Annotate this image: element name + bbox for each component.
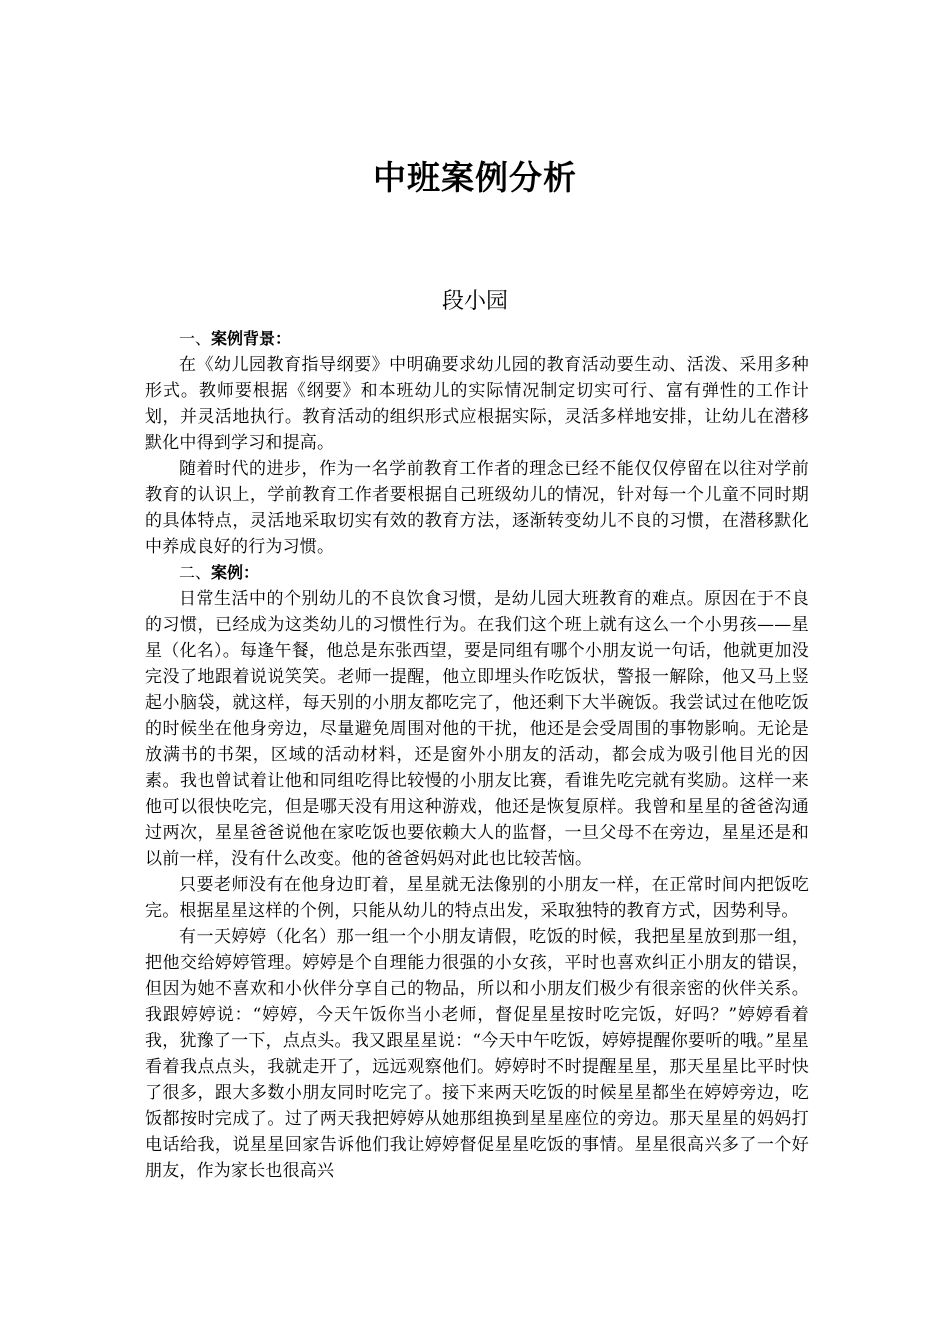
section-heading-label: 案例：	[211, 563, 260, 582]
paragraph: 随着时代的进步，作为一名学前教育工作者的理念已经不能仅仅停留在以往对学前教育的认识上，学前教育工作者要根据自己班级幼儿的情况，针对每一个儿童不同时期的具体特点，灵活地采取切实有效的教育方法，逐渐转变幼儿不良的习惯，在潜移默化中养成良好的行为习惯。	[145, 459, 809, 557]
document-author: 段小园	[441, 289, 508, 314]
section-background	[145, 326, 809, 560]
section-heading	[145, 326, 809, 352]
section-case	[145, 560, 809, 1184]
section-number: 二、	[179, 563, 212, 582]
paragraph: 有一天婷婷（化名）那一组一个小朋友请假，吃饭的时候，我把星星放到那一组，把他交给婷婷管理。婷婷是个自理能力很强的小女孩，平时也喜欢纠正小朋友的错误，但因为她不喜欢和小伙伴分享自己的物品，所以和小朋友们极少有很亲密的伙伴关系。我跟婷婷说：“婷婷，今天午饭你当小老师，督促星星按时吃完饭，好吗？”婷婷看着我，犹豫了一下，点点头。我又跟星星说：“今天中午吃饭，婷婷提醒你要听的哦。”星星看着我点点头，我就走开了，远远观察他们。婷婷时不时提醒星星，那天星星比平时快了很多，跟大多数小朋友同时吃完了。接下来两天吃饭的时候星星都坐在婷婷旁边，吃饭都按时完成了。过了两天我把婷婷从她那组换到星星座位的旁边。那天星星的妈妈打电话给我，说星星回家告诉他们我让婷婷督促星星吃饭的事情。星星很高兴多了一个好朋友，作为家长也很高兴	[145, 927, 809, 1181]
section-heading-label: 案例背景：	[211, 329, 292, 348]
section-number: 一、	[179, 329, 212, 348]
paragraph: 只要老师没有在他身边盯着，星星就无法像别的小朋友一样，在正常时间内把饭吃完。根据星星这样的个例，只能从幼儿的特点出发，采取独特的教育方式，因势利导。	[145, 875, 809, 921]
document-title: 中班案例分析	[373, 158, 577, 197]
paragraph: 日常生活中的个别幼儿的不良饮食习惯，是幼儿园大班教育的难点。原因在于不良的习惯，已经成为这类幼儿的习惯性行为。在我们这个班上就有这么一个小男孩——星星（化名）。每逢午餐，他总是东张西望，要是同组有哪个小朋友说一句话，他就更加没完没了地跟着说说笑笑。老师一提醒，他立即埋头作吃饭状，警报一解除，他又马上竖起小脑袋，就这样，每天别的小朋友都吃完了，他还剩下大半碗饭。我尝试过在他吃饭的时候坐在他身旁边，尽量避免周围对他的干扰，他还是会受周围的事物影响。无论是放满书的书架，区域的活动材料，还是窗外小朋友的活动，都会成为吸引他目光的因素。我也曾试着让他和同组吃得比较慢的小朋友比赛，看谁先吃完就有奖励。这样一来他可以很快吃完，但是哪天没有用这种游戏，他还是恢复原样。我曾和星星的爸爸沟通过两次，星星爸爸说他在家吃饭也要依赖大人的监督，一旦父母不在旁边，星星还是和以前一样，没有什么改变。他的爸爸妈妈对此也比较苦恼。	[145, 589, 809, 869]
section-heading	[145, 560, 809, 586]
paragraph: 在《幼儿园教育指导纲要》中明确要求幼儿园的教育活动要生动、活泼、采用多种形式。教师要根据《纲要》和本班幼儿的实际情况制定切实可行、富有弹性的工作计划，并灵活地执行。教育活动的组织形式应根据实际，灵活多样地安排，让幼儿在潜移默化中得到学习和提高。	[145, 355, 809, 453]
document-body	[145, 326, 809, 1184]
